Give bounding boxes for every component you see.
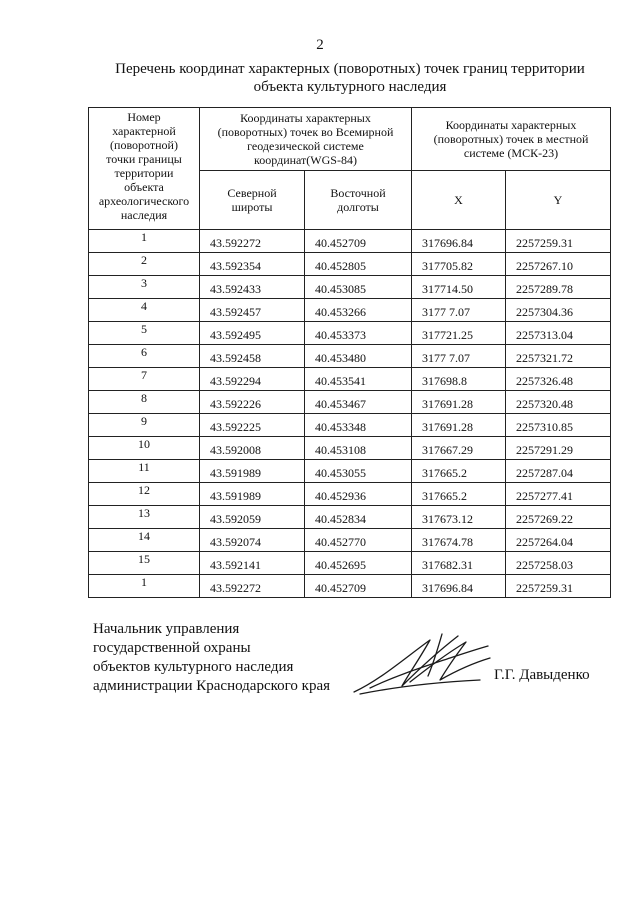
table-row	[89, 575, 611, 598]
y-cell: 2257264.04	[506, 529, 611, 552]
longitude-cell: 40.453348	[305, 414, 412, 437]
latitude-cell: 43.592458	[200, 345, 305, 368]
page-number: 2	[316, 37, 324, 53]
x-cell: 317698.8	[412, 368, 506, 391]
y-cell: 2257321.72	[506, 345, 611, 368]
x-cell: 317665.2	[412, 483, 506, 506]
x-cell: 317667.29	[412, 437, 506, 460]
point-number-cell: 4	[89, 299, 200, 322]
point-number-cell: 7	[89, 368, 200, 391]
table-row	[89, 368, 611, 391]
header-east-longitude: Восточной долготы	[305, 171, 412, 230]
point-number-cell: 5	[89, 322, 200, 345]
latitude-cell: 43.591989	[200, 460, 305, 483]
latitude-cell: 43.592495	[200, 322, 305, 345]
signature-position	[93, 620, 330, 696]
longitude-cell: 40.452770	[305, 529, 412, 552]
header-point-number: Номер характерной (поворотной) точки границы территории объекта археологического наследия	[89, 108, 200, 230]
table-row	[89, 322, 611, 345]
header-y: Y	[506, 171, 611, 230]
table-row	[89, 345, 611, 368]
longitude-cell: 40.452709	[305, 230, 412, 253]
point-number-cell: 14	[89, 529, 200, 552]
latitude-cell: 43.591989	[200, 483, 305, 506]
y-cell: 2257258.03	[506, 552, 611, 575]
table-row	[89, 437, 611, 460]
signature-position-line: Начальник управления	[93, 621, 240, 637]
longitude-cell: 40.453266	[305, 299, 412, 322]
x-cell: 317691.28	[412, 414, 506, 437]
y-cell: 2257259.31	[506, 575, 611, 598]
x-cell: 317705.82	[412, 253, 506, 276]
point-number-cell: 13	[89, 506, 200, 529]
signer-name: Г.Г. Давыденко	[494, 667, 590, 683]
x-cell: 317696.84	[412, 575, 506, 598]
point-number-cell: 2	[89, 253, 200, 276]
longitude-cell: 40.453373	[305, 322, 412, 345]
y-cell: 2257291.29	[506, 437, 611, 460]
longitude-cell: 40.452709	[305, 575, 412, 598]
table-row	[89, 552, 611, 575]
latitude-cell: 43.592226	[200, 391, 305, 414]
point-number-cell: 15	[89, 552, 200, 575]
table-row	[89, 483, 611, 506]
longitude-cell: 40.452695	[305, 552, 412, 575]
latitude-cell: 43.592457	[200, 299, 305, 322]
point-number-cell: 6	[89, 345, 200, 368]
point-number-cell: 9	[89, 414, 200, 437]
latitude-cell: 43.592059	[200, 506, 305, 529]
table-row	[89, 529, 611, 552]
header-north-latitude: Северной широты	[200, 171, 305, 230]
y-cell: 2257310.85	[506, 414, 611, 437]
longitude-cell: 40.453055	[305, 460, 412, 483]
longitude-cell: 40.452834	[305, 506, 412, 529]
longitude-cell: 40.453467	[305, 391, 412, 414]
point-number-cell: 10	[89, 437, 200, 460]
latitude-cell: 43.592008	[200, 437, 305, 460]
x-cell: 317721.25	[412, 322, 506, 345]
longitude-cell: 40.453480	[305, 345, 412, 368]
longitude-cell: 40.452805	[305, 253, 412, 276]
coordinates-table	[88, 107, 611, 598]
longitude-cell: 40.452936	[305, 483, 412, 506]
table-row	[89, 506, 611, 529]
table-row	[89, 460, 611, 483]
y-cell: 2257287.04	[506, 460, 611, 483]
point-number-cell: 11	[89, 460, 200, 483]
longitude-cell: 40.453541	[305, 368, 412, 391]
x-cell: 3177 7.07	[412, 299, 506, 322]
table-row	[89, 414, 611, 437]
y-cell: 2257277.41	[506, 483, 611, 506]
longitude-cell: 40.453108	[305, 437, 412, 460]
signature-position-line: государственной охраны	[93, 640, 251, 656]
table-row	[89, 230, 611, 253]
y-cell: 2257289.78	[506, 276, 611, 299]
latitude-cell: 43.592294	[200, 368, 305, 391]
latitude-cell: 43.592225	[200, 414, 305, 437]
latitude-cell: 43.592272	[200, 575, 305, 598]
handwritten-signature	[350, 628, 500, 700]
x-cell: 317665.2	[412, 460, 506, 483]
latitude-cell: 43.592272	[200, 230, 305, 253]
table-row	[89, 253, 611, 276]
y-cell: 2257269.22	[506, 506, 611, 529]
x-cell: 317674.78	[412, 529, 506, 552]
x-cell: 3177 7.07	[412, 345, 506, 368]
header-wgs84: Координаты характерных (поворотных) точек во Всемирной геодезической системе координат(WGS-84)	[200, 108, 412, 171]
point-number-cell: 8	[89, 391, 200, 414]
x-cell: 317691.28	[412, 391, 506, 414]
point-number-cell: 1	[89, 575, 200, 598]
x-cell: 317673.12	[412, 506, 506, 529]
signature-position-line: объектов культурного наследия	[93, 659, 294, 675]
table-row	[89, 391, 611, 414]
header-msk23: Координаты характерных (поворотных) точек в местной системе (МСК-23)	[412, 108, 611, 171]
latitude-cell: 43.592354	[200, 253, 305, 276]
header-x: X	[412, 171, 506, 230]
signature-position-line: администрации Краснодарского края	[93, 678, 331, 694]
y-cell: 2257313.04	[506, 322, 611, 345]
longitude-cell: 40.453085	[305, 276, 412, 299]
y-cell: 2257320.48	[506, 391, 611, 414]
table-row	[89, 299, 611, 322]
table-header-row	[89, 108, 611, 171]
y-cell: 2257326.48	[506, 368, 611, 391]
x-cell: 317682.31	[412, 552, 506, 575]
x-cell: 317696.84	[412, 230, 506, 253]
latitude-cell: 43.592074	[200, 529, 305, 552]
document-title-line: объекта культурного наследия	[253, 79, 447, 95]
document-title	[90, 60, 610, 96]
x-cell: 317714.50	[412, 276, 506, 299]
y-cell: 2257267.10	[506, 253, 611, 276]
latitude-cell: 43.592433	[200, 276, 305, 299]
point-number-cell: 12	[89, 483, 200, 506]
point-number-cell: 1	[89, 230, 200, 253]
table-row	[89, 276, 611, 299]
y-cell: 2257304.36	[506, 299, 611, 322]
point-number-cell: 3	[89, 276, 200, 299]
document-title-line: Перечень координат характерных (поворотных) точек границ территории	[115, 61, 585, 77]
y-cell: 2257259.31	[506, 230, 611, 253]
latitude-cell: 43.592141	[200, 552, 305, 575]
